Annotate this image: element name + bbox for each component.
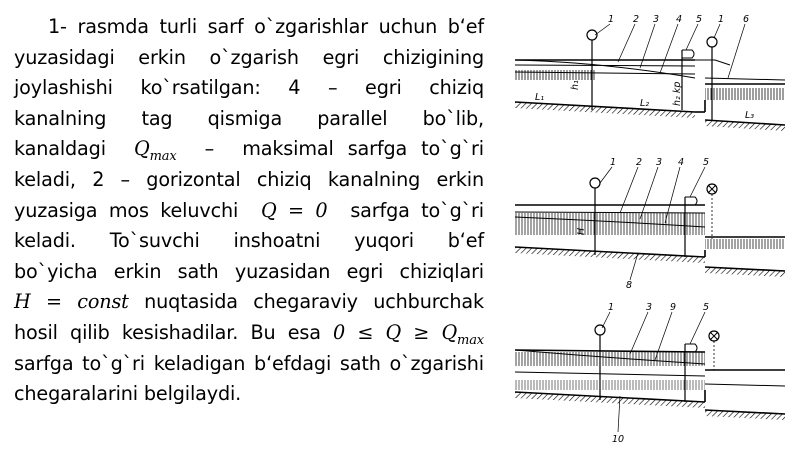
fig1-label-2: 2 xyxy=(633,14,640,25)
text-line-11 xyxy=(14,318,484,349)
math-range-expr: 0 ≤ Q ≥ Q xyxy=(333,320,458,344)
fig1-label-3: 3 xyxy=(653,14,660,25)
math-dash: – xyxy=(204,137,215,161)
text-line-6: keladi, 2 – gorizontal chiziq kanalning erkin xyxy=(14,167,484,191)
fig3-label-5: 5 xyxy=(703,302,710,313)
fig1-level-l3: L₃ xyxy=(745,110,755,121)
text-sarfga: sarfga to`g`ri xyxy=(350,198,484,222)
math-q-zero: Q = 0 xyxy=(261,198,328,222)
text-yuzasiga: yuzasiga mos keluvchi xyxy=(14,198,239,222)
fig3-canal-bottom xyxy=(515,380,785,420)
math-q: Q xyxy=(133,137,150,161)
main-paragraph xyxy=(14,12,484,410)
math-h-const: H = const xyxy=(14,290,129,314)
fig2-water xyxy=(515,205,785,249)
fig2-canal-bottom xyxy=(515,247,785,277)
figure-2-diagram xyxy=(500,155,790,290)
text-line-9: bo`yicha erkin sath yuzasidan egri chiziqlari xyxy=(14,259,484,283)
text-line-7 xyxy=(14,196,484,227)
text-line-13: chegaralarini belgilaydi. xyxy=(14,382,242,406)
fig2-label-1: 1 xyxy=(610,157,617,168)
fig3-bottom-label: 10 xyxy=(612,434,625,445)
text-line-3: joylashishi ko`rsatilgan: 4 – egri chiziq xyxy=(14,76,484,100)
text-hosil: hosil qilib kesishadilar. Bu esa xyxy=(14,320,321,344)
fig2-label-3: 3 xyxy=(656,157,663,168)
fig1-level-l1: L₁ xyxy=(535,92,545,103)
text-line-8: keladi. To`suvchi inshoatni yuqori b‘ef xyxy=(14,229,484,253)
fig3-label-9: 9 xyxy=(670,302,677,313)
fig2-label-2: 2 xyxy=(636,157,643,168)
text-line-1: 1- rasmda turli sarf o`zgarishlar uchun b‘ef xyxy=(48,15,484,38)
text-kanaldagi: kanaldagi xyxy=(14,137,106,161)
fig1-level-l2: L₂ xyxy=(640,98,650,109)
figure-1-diagram xyxy=(500,10,790,138)
text-line-12: sarfga to`g`ri keladigan b‘efdagi sath o`zgarishi xyxy=(14,351,484,375)
fig1-label-1b: 1 xyxy=(718,14,725,25)
fig3-leaders xyxy=(602,312,705,432)
figure-3-diagram xyxy=(500,300,790,445)
text-line-5 xyxy=(14,134,484,165)
leader-lines xyxy=(595,24,745,78)
text-nuqtasida: nuqtasida chegaraviy uchburchak xyxy=(144,290,485,314)
fig2-depth-label: H xyxy=(576,227,587,235)
fig1-label-1: 1 xyxy=(608,14,615,25)
fig3-label-3: 3 xyxy=(646,302,653,313)
math-qmax xyxy=(133,137,177,165)
water-surface-lines xyxy=(515,60,785,100)
fig1-depth-h2: h₂ kp xyxy=(672,81,683,106)
fig1-depth-h1: h₁ xyxy=(570,80,581,90)
math-range xyxy=(333,320,484,348)
fig1-label-6: 6 xyxy=(743,14,750,25)
fig1-label-5: 5 xyxy=(696,14,703,25)
text-line-10 xyxy=(14,287,484,318)
text-line-4: kanalning tag qismiga parallel bo`lib, xyxy=(14,106,484,130)
fig3-label-1: 1 xyxy=(608,302,615,313)
fig2-label-4: 4 xyxy=(678,157,685,168)
math-range-sub: max xyxy=(457,332,484,348)
fig2-bottom-label: 8 xyxy=(626,280,633,290)
math-max-sub: max xyxy=(149,149,177,165)
fig1-label-4: 4 xyxy=(676,14,683,25)
fig2-label-5: 5 xyxy=(703,157,710,168)
text-maksimal: maksimal sarfga to`g`ri xyxy=(242,137,484,161)
figure-3-labels xyxy=(608,302,709,445)
text-line-2: yuzasidagi erkin o`zgarish egri chizigining xyxy=(14,45,484,69)
